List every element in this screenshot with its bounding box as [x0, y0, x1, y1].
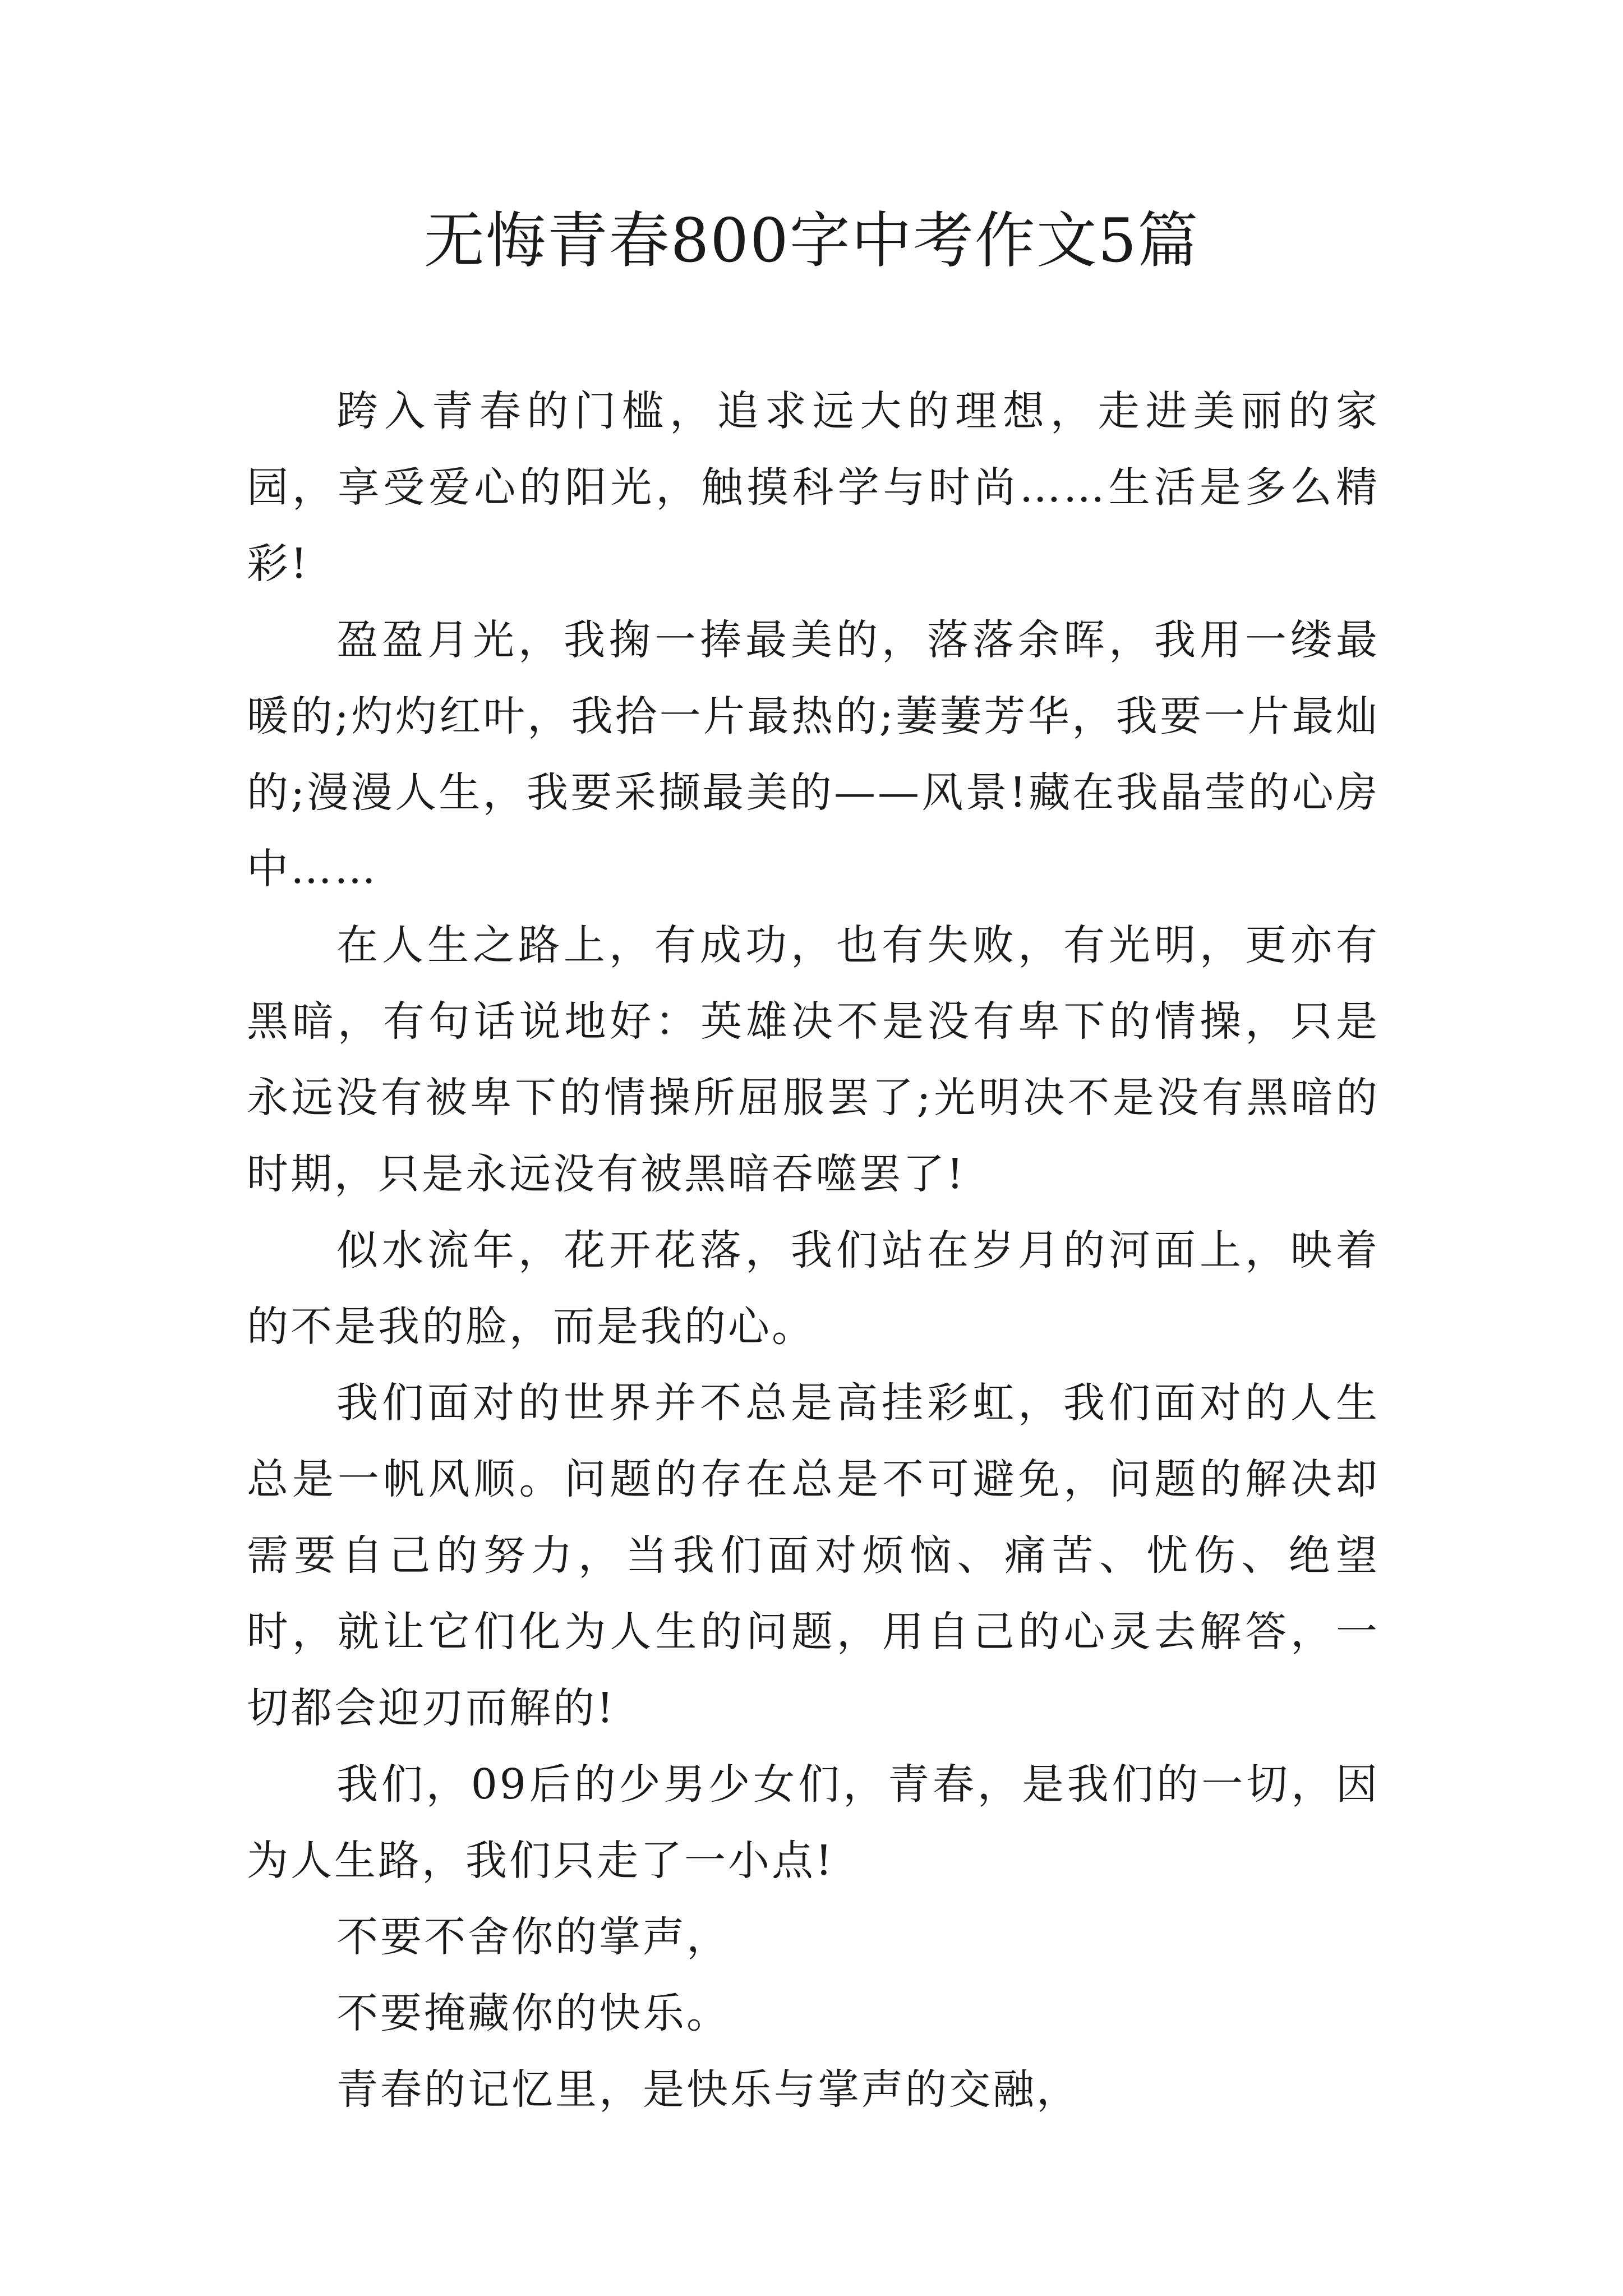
paragraph: 跨入青春的门槛，追求远大的理想，走进美丽的家园，享受爱心的阳光，触摸科学与时尚……生活是多么精彩! [247, 387, 1380, 588]
paragraph: 似水流年，花开花落，我们站在岁月的河面上，映着的不是我的脸，而是我的心。 [247, 1226, 1380, 1351]
poem-line: 不要掩藏你的快乐。 [336, 1989, 730, 2037]
paragraph: 在人生之路上，有成功，也有失败，有光明，更亦有黑暗，有句话说地好：英雄决不是没有卑下的情操，只是永远没有被卑下的情操所屈服罢了;光明决不是没有黑暗的时期，只是永远没有被黑暗吞噬罢了! [247, 921, 1380, 1198]
paragraph: 我们面对的世界并不总是高挂彩虹，我们面对的人生总是一帆风顺。问题的存在总是不可避免，问题的解决却需要自己的努力，当我们面对烦恼、痛苦、忧伤、绝望时，就让它们化为人生的问题，用自己的心灵去解答，一切都会迎刃而解的! [247, 1379, 1380, 1732]
document-body [247, 373, 1380, 2128]
document-title: 无悔青春800字中考作文5篇 [423, 206, 1200, 276]
paragraph: 盈盈月光，我掬一捧最美的，落落余晖，我用一缕最暖的;灼灼红叶，我拾一片最热的;萋萋芳华，我要一片最灿的;漫漫人生，我要采撷最美的——风景!藏在我晶莹的心房中…… [247, 616, 1380, 893]
poem-line: 青春的记忆里，是快乐与掌声的交融， [336, 2065, 1080, 2114]
poem-line: 不要不舍你的掌声， [336, 1913, 730, 1961]
paragraph: 我们，09后的少男少女们，青春，是我们的一切，因为人生路，我们只走了一小点! [247, 1760, 1380, 1885]
